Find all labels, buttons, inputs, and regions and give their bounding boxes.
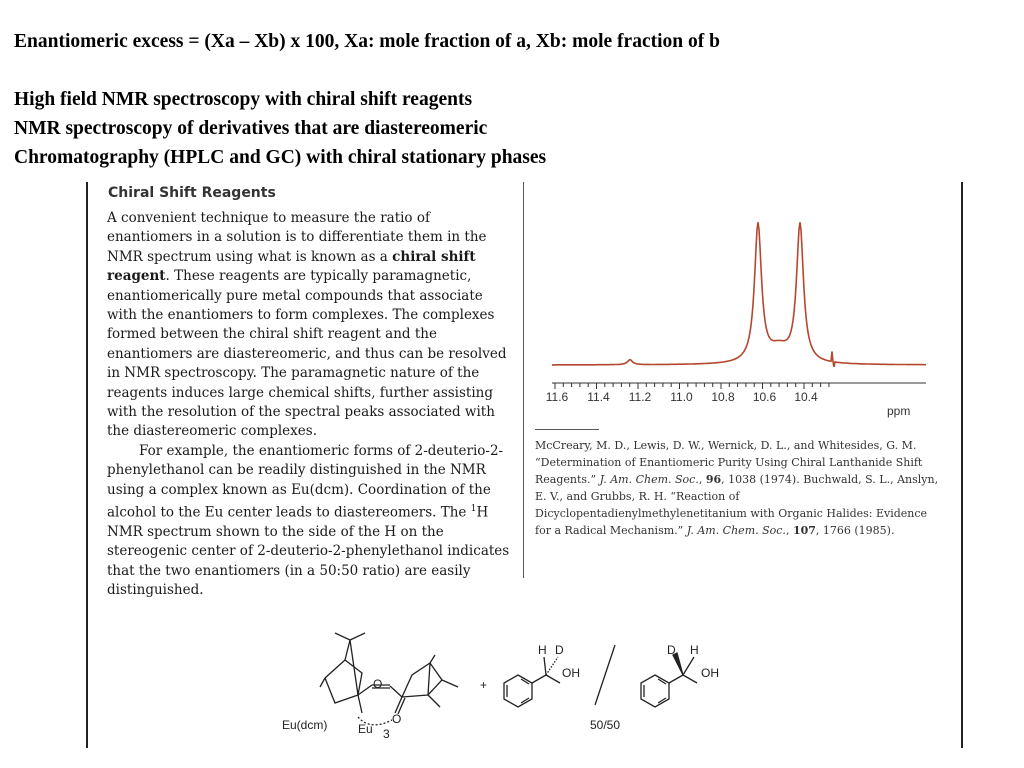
left-methyl-2 <box>350 633 365 640</box>
phenyl-2-bond-c <box>658 698 666 703</box>
reference-2-journal: J. Am. Chem. Soc. <box>686 524 786 537</box>
reference-1-journal: J. Am. Chem. Soc. <box>599 473 699 486</box>
left-bridge <box>345 640 350 660</box>
method-nmr-derivatives: NMR spectroscopy of derivatives that are diastereomeric <box>14 118 488 139</box>
carbonyl-link <box>390 686 402 697</box>
spectrum-trace <box>552 222 926 367</box>
scan-left-border <box>86 182 88 748</box>
method-chromatography: Chromatography (HPLC and GC) with chiral stationary phases <box>14 147 547 168</box>
ee-definition: Enantiomeric excess = (Xa – Xb) x 100, Xa: mole fraction of a, Xb: mole fraction of b <box>14 31 720 52</box>
enantiomer-separator <box>595 645 615 705</box>
right-bridge <box>430 655 435 663</box>
spectrum-minor-ticks <box>555 383 829 389</box>
spectrum-tick-label: 11.4 <box>587 390 610 404</box>
enolate-o <box>358 695 362 713</box>
reference-1-text: McCreary, M. D., Lewis, D. W., Wernick, D. L., and Whitesides, G. M. “Determination of Enantiomeric Purity Using Chiral Lanthanide Shift Reagents.” <box>535 439 923 486</box>
spectrum-unit-label: ppm <box>887 404 911 418</box>
reference-2-volume: 107 <box>792 524 816 537</box>
box-paragraph-2 <box>107 442 517 601</box>
ch2-bond-1 <box>546 675 560 683</box>
right-bridge-2 <box>428 663 430 695</box>
carbonyl <box>395 697 402 713</box>
right-cage-ring <box>402 663 442 697</box>
box-body <box>107 209 517 601</box>
scan-right-border <box>961 182 963 748</box>
box-title: Chiral Shift Reagents <box>108 185 276 201</box>
left-methyl-3 <box>320 678 325 687</box>
box-para2-text-b: H NMR spectrum shown to the side of the H on the stereogenic center of 2-deuterio-2-phenylethanol indicates that the two enantiomers (in a 50:50 ratio) are easily distinguished. <box>107 504 510 599</box>
h-label-2: H <box>690 643 699 657</box>
ratio-label: 50/50 <box>590 718 621 732</box>
phenyl-ring-1 <box>504 675 532 707</box>
enantiomer-2 <box>641 653 697 707</box>
spectrum-tick-label: 10.8 <box>711 390 735 404</box>
oh-label-1: OH <box>562 666 580 680</box>
phenyl-1-bond-a <box>521 679 529 684</box>
reference-2-pages: , 1766 (1985). <box>815 524 895 537</box>
right-methyl-2 <box>442 680 458 687</box>
nmr-spectrum <box>540 190 940 430</box>
eu-label: Eu <box>358 722 373 736</box>
h-bond-1 <box>544 657 546 675</box>
h-label-1: H <box>538 643 547 657</box>
box-para1-text-b: . These reagents are typically paramagnetic, enantiomerically pure metal compounds that associate with the enantiomers to form complexes. The complexes formed between the chiral shift reagent and the enantiomers are diastereomeric, and thus can be resolved in NMR spectroscopy. The paramagnetic nature of the reagents induces large chemical shifts, further assisting with the resolution of the spectral peaks associated with the diastereomeric complexes. <box>107 268 507 440</box>
carbonyl-o-label: O <box>392 712 402 726</box>
box-para2-text-a: For example, the enantiomeric forms of 2-deuterio-2-phenylethanol can be readily distinguished in the NMR using a complex known as Eu(dcm). Coordination of the alcohol to the Eu center leads to diastereomers. The <box>107 442 504 521</box>
box-paragraph-1 <box>107 209 517 442</box>
h-bond-2 <box>683 657 694 675</box>
enolate-o-label: O <box>373 677 383 691</box>
right-methyl-1 <box>428 695 440 707</box>
phenyl-2-bond-a <box>658 679 666 684</box>
spectrum-tick-label: 10.6 <box>752 390 777 404</box>
scan-column-divider <box>523 182 524 578</box>
spectrum-tick-labels <box>546 390 818 404</box>
phenyl-1-bond-c <box>521 698 529 703</box>
left-methyl-1 <box>335 633 350 640</box>
left-bridge-2 <box>350 640 358 695</box>
spectrum-tick-label: 11.2 <box>628 390 652 404</box>
plus-sign: + <box>480 678 488 692</box>
phenyl-ring-2 <box>641 675 669 707</box>
reference-1-pages: , 1038 (1974). Buchwald, S. L., Anslyn, E. V., and Grubbs, R. H. “Reaction of Dicyclopentadienylmethylenetitanium with Organic Halides: Evidence for a Radical Mechanism.” <box>535 473 939 537</box>
reaction-scheme <box>280 625 750 750</box>
box-para2-superscript: 1 <box>470 504 477 515</box>
enantiomer-1 <box>504 657 560 707</box>
oh-label-2: OH <box>701 666 719 680</box>
eu-dcm-label: Eu(dcm) <box>282 718 328 732</box>
method-nmr-shift-reagents: High field NMR spectroscopy with chiral shift reagents <box>14 89 473 110</box>
eu-subscript: 3 <box>383 727 390 741</box>
stereocenter-bond-2 <box>669 675 683 683</box>
d-label-1: D <box>555 643 564 657</box>
box-para1-text-a: A convenient technique to measure the ratio of enantiomers in a solution is to differentiate them in the NMR spectrum using what is known as a <box>107 210 487 265</box>
spectrum-tick-label: 11.0 <box>670 390 693 404</box>
stereocenter-bond-1 <box>532 675 546 683</box>
reference-rule <box>535 429 599 430</box>
reference-1-volume: 96 <box>705 473 722 486</box>
eu-dcm-structure <box>320 633 458 725</box>
d-hash-1 <box>546 657 558 675</box>
d-label-2: D <box>667 643 676 657</box>
references: McCreary, M. D., Lewis, D. W., Wernick, D. L., and Whitesides, G. M. “Determination of Enantiomeric Purity Using Chiral Lanthanide Shift Reagents.” J. Am. Chem. Soc., 96, 1038 (1974). Buchwald, S. L., Anslyn, E. V., and Grubbs, R. H. “Reaction of Dicyclopentadienylmethylenetitanium with Organic Halides: Evidence for a Radical Mechanism.” J. Am. Chem. Soc., 107, 1766 (1985). <box>535 439 939 537</box>
spectrum-tick-label: 11.6 <box>545 390 569 404</box>
box-para1-bold-term: chiral shift reagent <box>107 248 476 285</box>
ch2-bond-2 <box>683 675 697 683</box>
spectrum-tick-label: 10.4 <box>794 390 818 404</box>
